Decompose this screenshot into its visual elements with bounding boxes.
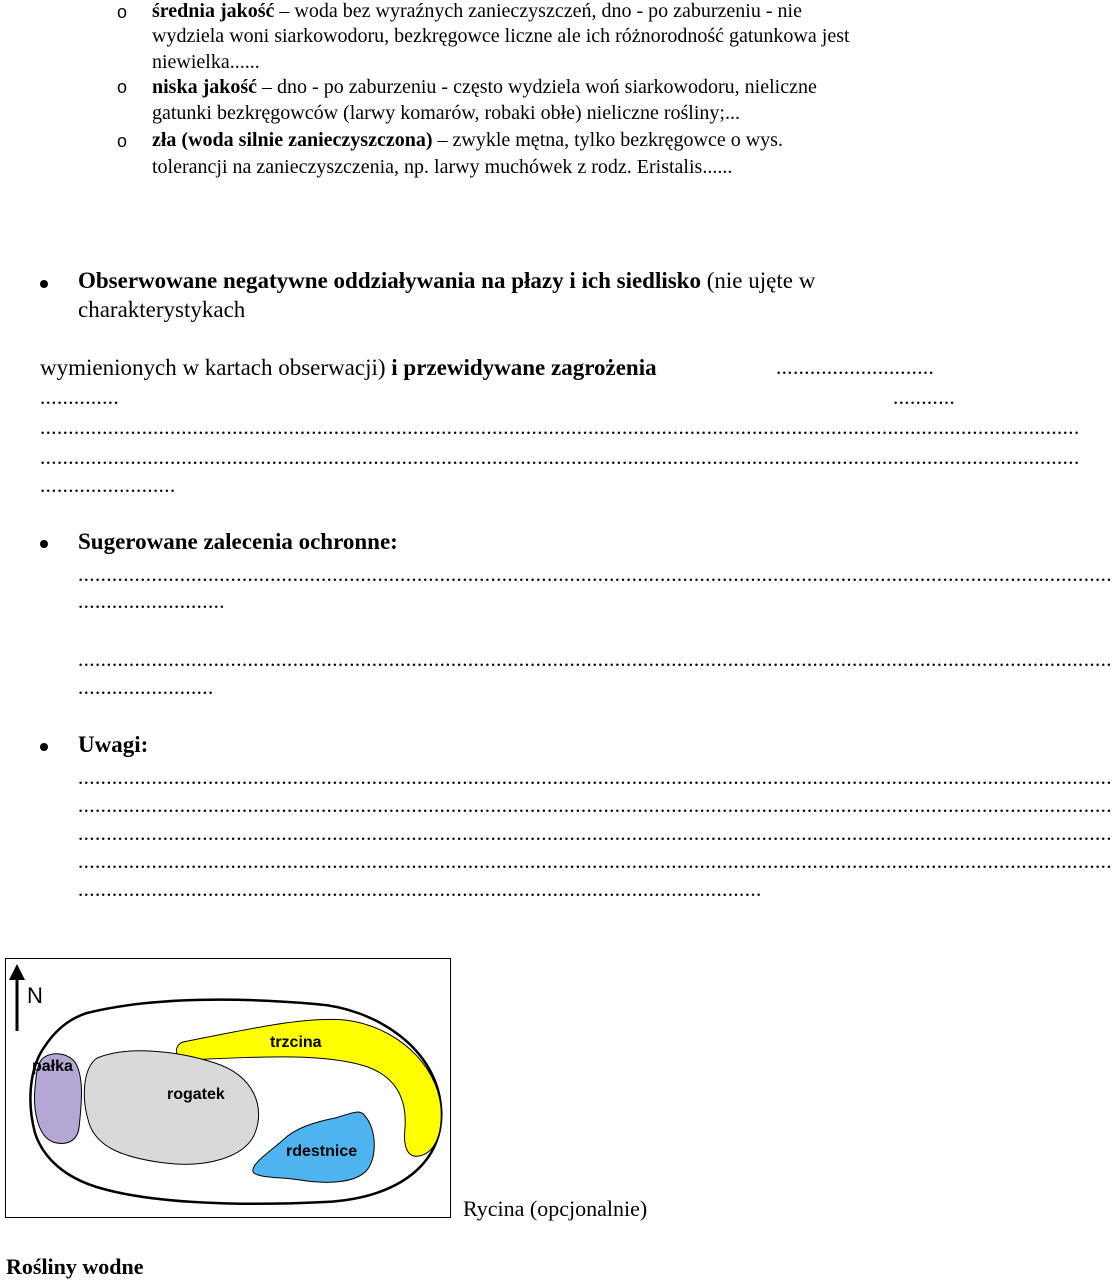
quality-medium-desc-line2: wydziela woni siarkowodoru, bezkręgowce liczne ale ich różnorodność gatunkowa jest	[152, 25, 850, 47]
bullet-icon	[40, 743, 48, 751]
quality-bad-desc-line2: tolerancji na zanieczyszczenia, np. larwy muchówek z rodz. Eristalis......	[152, 156, 733, 178]
threats-fill-line[interactable]: ........................................................................................................................................................................................	[40, 445, 1080, 469]
notes-heading-bold: Uwagi:	[78, 732, 149, 757]
threats-heading-line2: charakterystykach	[78, 297, 246, 322]
notes-fill-line[interactable]: .......................................................................................................................................................................................	[78, 849, 1112, 873]
bullet-icon	[40, 280, 48, 288]
recommendations-fill-line[interactable]: .......................................................................................................................................................................................	[78, 647, 1112, 671]
quality-medium-desc-line3: niewielka......	[152, 51, 260, 73]
threats-fill-line[interactable]: ............................	[776, 355, 935, 379]
recommendations-fill-line[interactable]: ........................	[78, 675, 214, 699]
list-marker: o	[117, 2, 128, 22]
quality-item-medium	[152, 0, 802, 25]
threats-line3-bold: i przewidywane zagrożenia	[391, 355, 657, 380]
notes-fill-line[interactable]: .......................................................................................................................................................................................	[78, 765, 1112, 789]
threats-fill-line[interactable]: ........................................................................................................................................................................................	[40, 415, 1080, 439]
figure-caption: Rycina (opcjonalnie)	[463, 1196, 648, 1221]
threats-heading-text: (nie ujęte w	[700, 268, 816, 293]
list-marker: o	[117, 131, 128, 151]
quality-item-bad	[152, 127, 783, 154]
threats-heading-bold: Obserwowane negatywne oddziaływania na płazy i ich siedlisko	[78, 268, 701, 293]
notes-fill-line[interactable]: .......................................................................................................................................................................................	[78, 793, 1112, 817]
pond-map-figure	[5, 958, 455, 1220]
threats-heading	[78, 266, 815, 296]
north-label: N	[27, 983, 43, 1008]
threats-heading-line3	[40, 353, 657, 383]
notes-heading	[78, 730, 148, 760]
quality-bad-term: zła (woda silnie zanieczyszczona)	[152, 129, 433, 151]
pondweed-label: rdestnice	[286, 1143, 358, 1160]
recommendations-heading-bold: Sugerowane zalecenia ochronne:	[78, 529, 398, 554]
section-title-aquatic-plants	[6, 1253, 144, 1281]
threats-fill-line[interactable]: ..............	[40, 385, 120, 409]
bullet-icon	[40, 540, 48, 548]
quality-low-desc: – dno - po zaburzeniu - często wydziela woń siarkowodoru, nieliczne	[257, 76, 817, 98]
quality-medium-term: średnia jakość	[152, 0, 275, 22]
threats-line3-text: wymienionych w kartach obserwacji)	[40, 355, 392, 380]
quality-low-term: niska jakość	[152, 76, 258, 98]
notes-fill-line[interactable]: .......................................................................................................................................................................................	[78, 821, 1112, 845]
cattail-label: pałka	[32, 1058, 73, 1075]
recommendations-fill-line[interactable]: .......................................................................................................................................................................................	[78, 562, 1112, 586]
quality-item-low	[152, 74, 817, 101]
list-marker: o	[117, 77, 128, 97]
recommendations-fill-line[interactable]: ..........................	[78, 589, 225, 613]
reed-label: trzcina	[270, 1034, 322, 1051]
aquatic-plants-heading: Rośliny wodne	[6, 1254, 144, 1279]
notes-fill-line[interactable]: .........................................................................................................................	[78, 877, 762, 901]
threats-fill-line[interactable]: ........................	[40, 473, 176, 497]
quality-medium-desc: – woda bez wyraźnych zanieczyszczeń, dno - po zaburzeniu - nie	[274, 0, 802, 22]
recommendations-heading	[78, 527, 398, 557]
threats-fill-line[interactable]: ...........	[893, 385, 956, 409]
hornwort-label: rogatek	[167, 1086, 225, 1103]
quality-bad-desc: – zwykle mętna, tylko bezkręgowce o wys.	[432, 129, 783, 151]
quality-low-desc-line2: gatunki bezkręgowców (larwy komarów, robaki obłe) nieliczne rośliny;...	[152, 102, 740, 124]
